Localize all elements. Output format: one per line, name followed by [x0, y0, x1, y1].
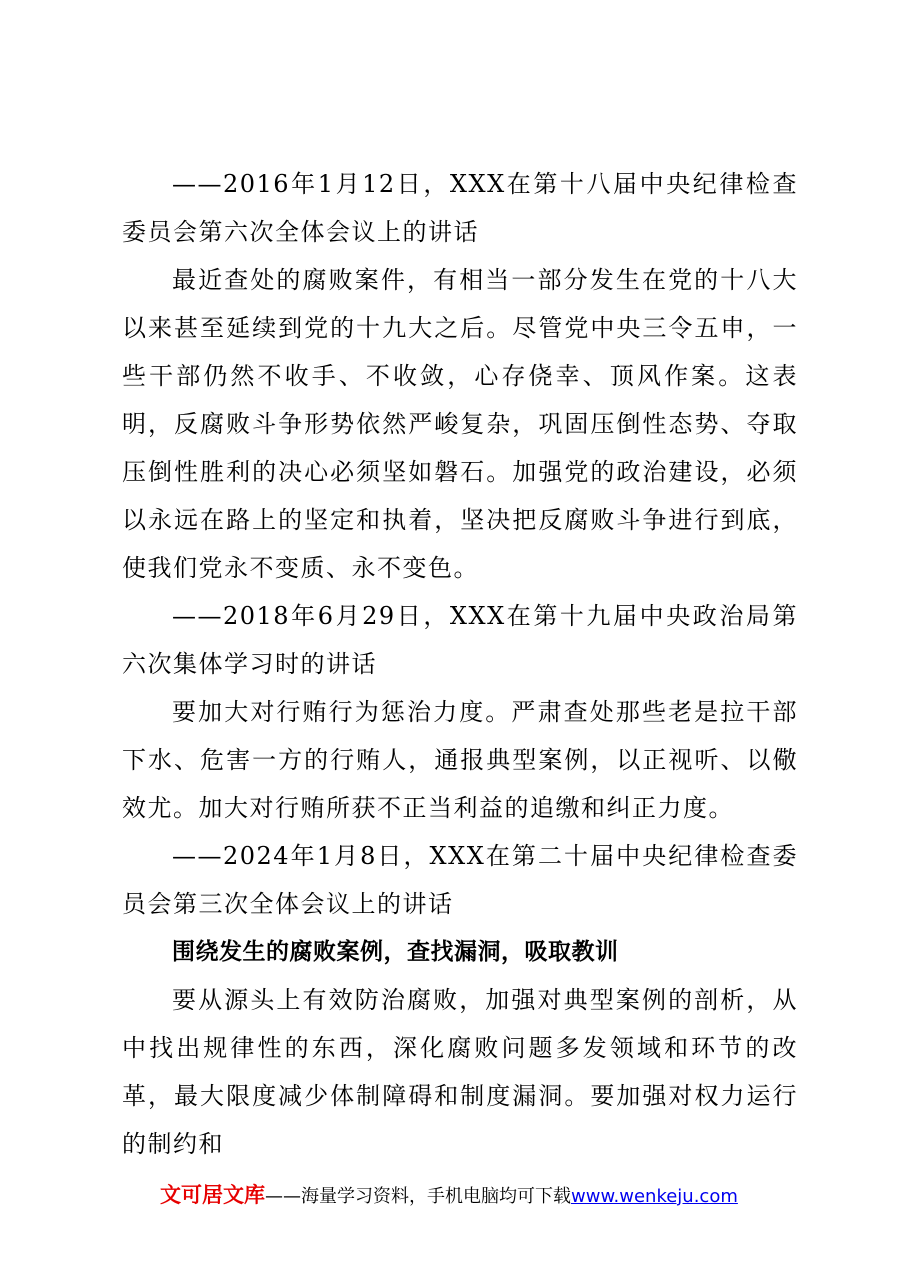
- footer-brand: 文可居文库: [160, 1183, 265, 1207]
- footer-tagline: 海量学习资料，手机电脑均可下载: [301, 1186, 571, 1207]
- quote-bribery: 要加大对行贿行为惩治力度。严肃查处那些老是拉干部下水、危害一方的行贿人，通报典型案例，以正视听、以儆效尤。加大对行贿所获不正当利益的追缴和纠正力度。: [122, 698, 798, 822]
- quote-prevention: 要从源头上有效防治腐败，加强对典型案例的剖析，从中找出规律性的东西，深化腐败问题多发领域和环节的改革，最大限度减少体制障碍和制度漏洞。要加强对权力运行的制约和: [122, 986, 798, 1158]
- footer-link[interactable]: www.wenkeju.com: [571, 1186, 738, 1207]
- document-body: [122, 160, 798, 1168]
- attribution-2024: ——2024年1月8日，XXX在第二十届中央纪律检查委员会第三次全体会议上的讲话: [122, 842, 798, 918]
- footer-banner: [160, 1181, 780, 1211]
- quote-corruption-cases: 最近查处的腐败案件，有相当一部分发生在党的十八大以来甚至延续到党的十九大之后。尽管党中央三令五申，一些干部仍然不收手、不收敛，心存侥幸、顶风作案。这表明，反腐败斗争形势依然严峻复杂，巩固压倒性态势、夺取压倒性胜利的决心必须坚如磐石。加强党的政治建设，必须以永远在路上的坚定和执着，坚决把反腐败斗争进行到底，使我们党永不变质、永不变色。: [122, 266, 798, 582]
- attribution-2016: ——2016年1月12日，XXX在第十八届中央纪律检查委员会第六次全体会议上的讲话: [122, 170, 798, 246]
- footer-dash: ——: [265, 1186, 301, 1207]
- attribution-2018: ——2018年6月29日，XXX在第十九届中央政治局第六次集体学习时的讲话: [122, 602, 798, 678]
- section-heading: 围绕发生的腐败案例，查找漏洞，吸取教训: [172, 939, 619, 965]
